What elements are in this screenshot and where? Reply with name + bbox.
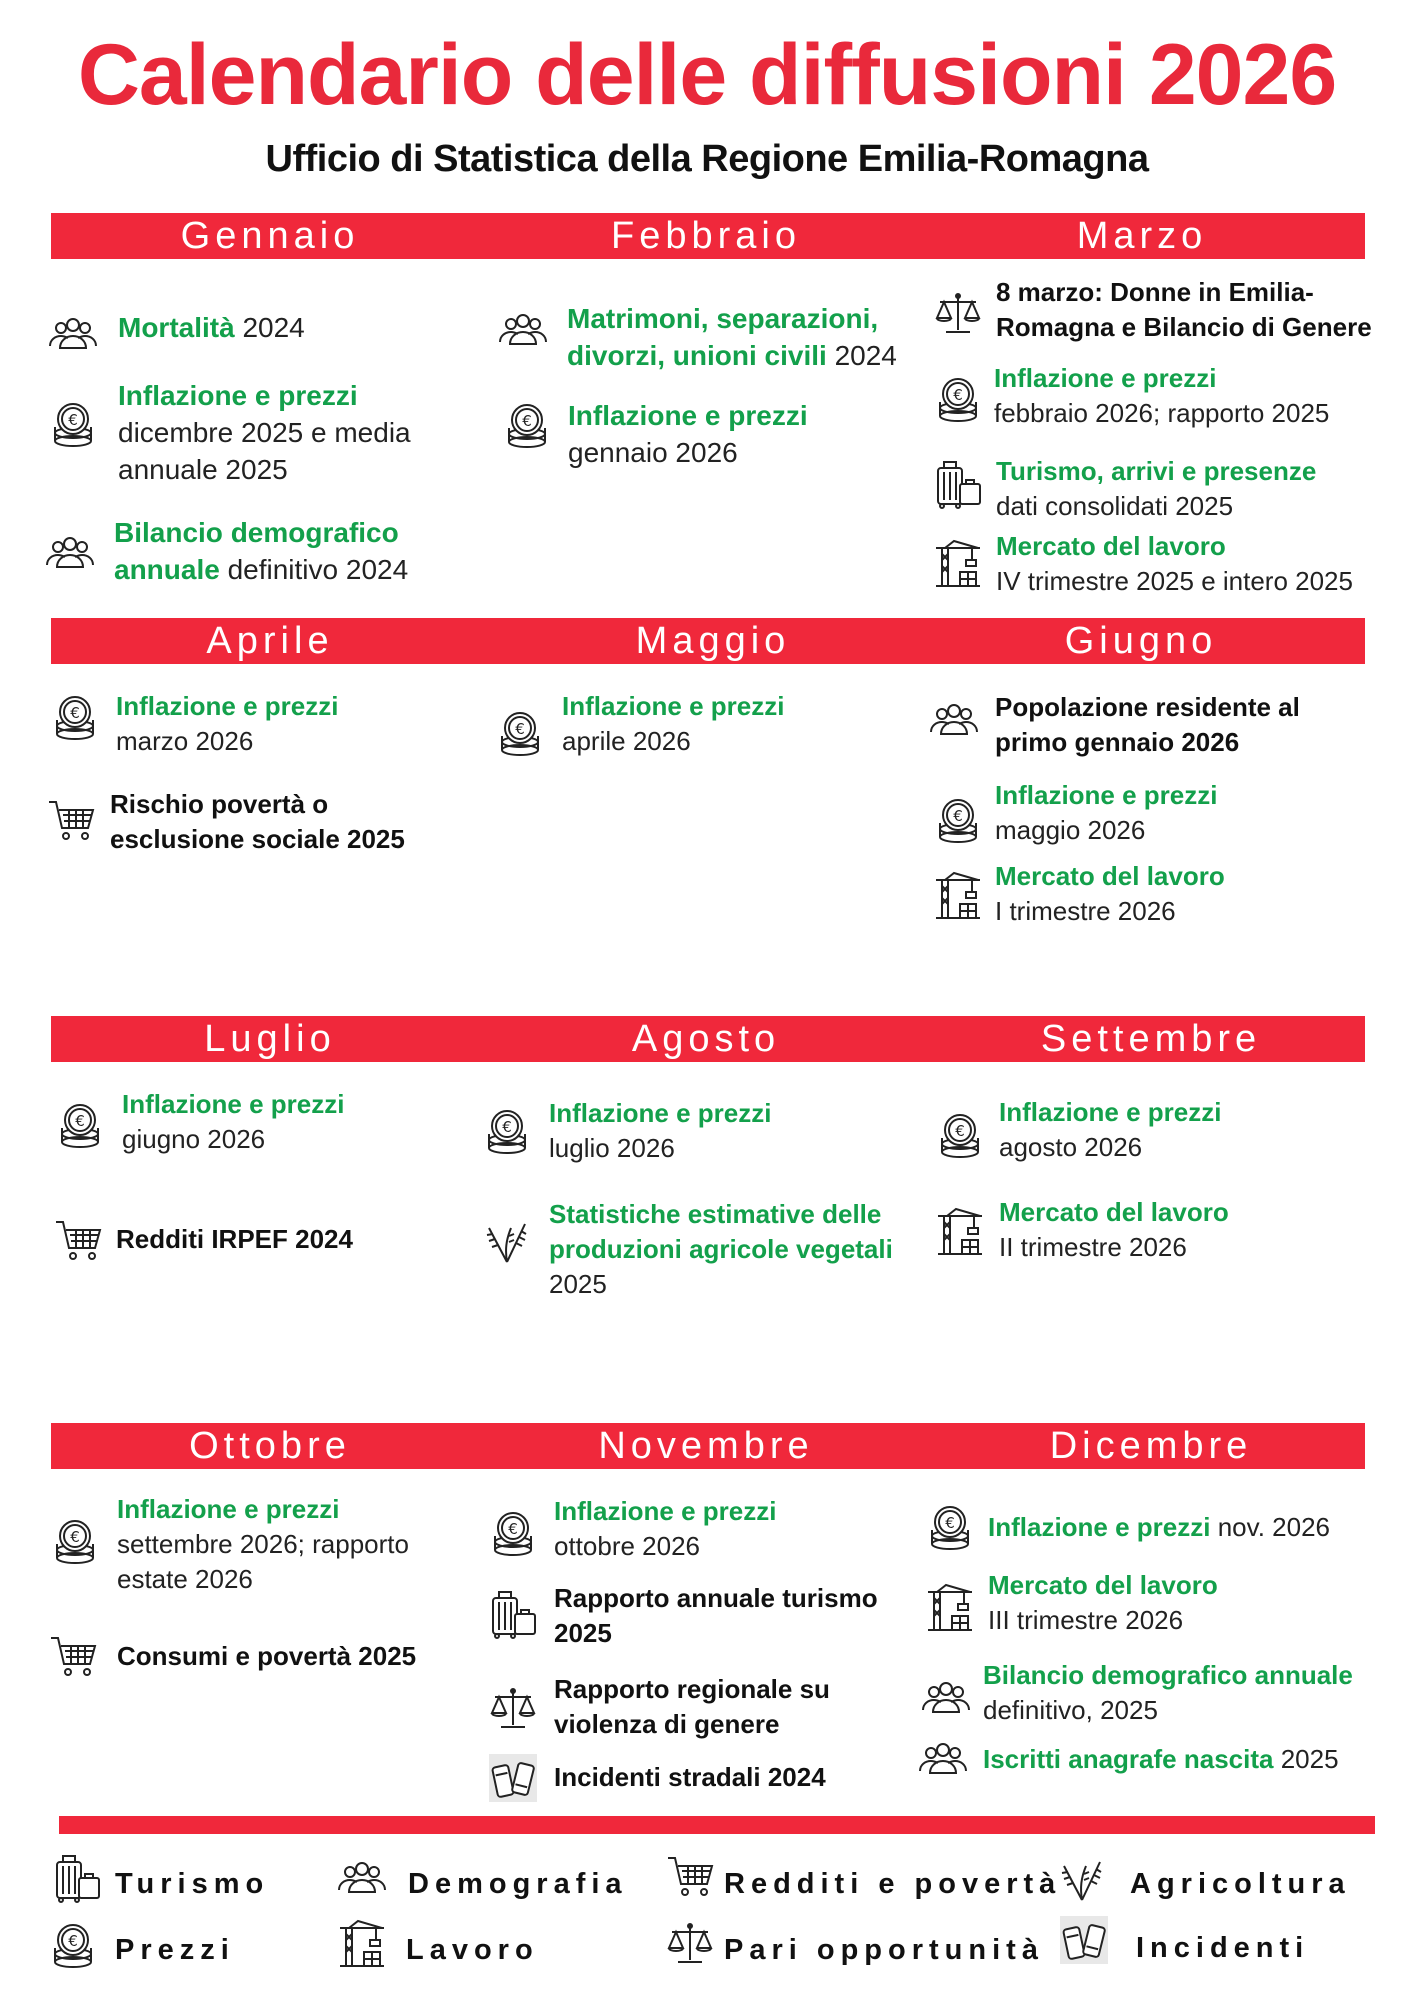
coins-icon — [54, 1100, 106, 1152]
coins-icon — [487, 1508, 539, 1560]
wheat-icon — [481, 1214, 533, 1266]
legend-agricoltura: Agricoltura — [1130, 1868, 1351, 1900]
month-novembre: Novembre — [598, 1425, 814, 1467]
month-bar-row-2 — [51, 618, 1365, 664]
month-dicembre: Dicembre — [1049, 1425, 1253, 1467]
scale-icon — [932, 288, 984, 340]
month-agosto: Agosto — [631, 1018, 781, 1060]
svg-text:€: € — [522, 412, 532, 430]
svg-text:€: € — [75, 1112, 85, 1130]
coins-icon — [47, 399, 99, 451]
people-icon — [47, 310, 99, 362]
coins-icon — [494, 708, 546, 760]
page-subtitle: Ufficio di Statistica della Regione Emilia-Romagna — [265, 138, 1149, 180]
legend-redditi: Redditi e povertà — [724, 1868, 1062, 1900]
legend-pari-opportunita: Pari opportunità — [724, 1934, 1044, 1966]
cart-icon — [666, 1850, 718, 1902]
month-bar-row-1 — [51, 213, 1365, 259]
people-icon — [497, 306, 549, 358]
coins-icon — [47, 1920, 99, 1972]
coins-icon — [932, 795, 984, 847]
luggage-icon — [51, 1852, 103, 1904]
coins-icon — [49, 1516, 101, 1568]
month-maggio: Maggio — [635, 620, 791, 662]
legend-incidenti: Incidenti — [1136, 1932, 1310, 1964]
crane-icon — [932, 538, 984, 590]
coins-icon — [934, 1110, 986, 1162]
page-title: Calendario delle diffusioni 2026 — [77, 27, 1337, 123]
svg-text:€: € — [953, 386, 963, 404]
people-icon — [917, 1735, 969, 1787]
legend-turismo: Turismo — [115, 1868, 270, 1900]
crane-icon — [336, 1918, 388, 1970]
svg-text:€: € — [945, 1514, 955, 1532]
scale-icon — [664, 1918, 716, 1970]
luggage-icon — [487, 1588, 539, 1640]
month-aprile: Aprile — [206, 620, 334, 662]
svg-text:€: € — [70, 1528, 80, 1546]
coins-icon — [49, 692, 101, 744]
month-marzo: Marzo — [1076, 215, 1208, 257]
crane-icon — [932, 870, 984, 922]
footer-divider — [59, 1816, 1375, 1834]
svg-text:€: € — [502, 1118, 512, 1136]
month-bar-row-4 — [51, 1423, 1365, 1469]
coins-icon — [501, 400, 553, 452]
month-luglio: Luglio — [204, 1018, 336, 1060]
scale-icon — [487, 1683, 539, 1735]
wheat-icon — [1056, 1852, 1108, 1904]
car-crash-icon — [487, 1752, 539, 1804]
people-icon — [44, 529, 96, 581]
luggage-icon — [932, 458, 984, 510]
crane-icon — [924, 1582, 976, 1634]
month-giugno: Giugno — [1064, 620, 1218, 662]
month-bar-row-3 — [51, 1016, 1365, 1062]
cart-icon — [49, 1630, 101, 1682]
svg-text:€: € — [953, 807, 963, 825]
svg-text:€: € — [68, 411, 78, 429]
svg-text:€: € — [955, 1122, 965, 1140]
month-settembre: Settembre — [1040, 1018, 1262, 1060]
month-ottobre: Ottobre — [189, 1425, 351, 1467]
people-icon — [336, 1854, 388, 1906]
legend-demografia: Demografia — [408, 1868, 628, 1900]
month-gennaio: Gennaio — [180, 215, 360, 257]
month-febbraio: Febbraio — [611, 215, 801, 257]
svg-text:€: € — [70, 704, 80, 722]
coins-icon — [932, 374, 984, 426]
legend-prezzi: Prezzi — [115, 1934, 235, 1966]
coins-icon — [924, 1502, 976, 1554]
svg-text:€: € — [68, 1932, 78, 1950]
coins-icon — [481, 1106, 533, 1158]
cart-icon — [54, 1214, 106, 1266]
people-icon — [920, 1674, 972, 1726]
people-icon — [928, 696, 980, 748]
crane-icon — [934, 1206, 986, 1258]
legend-lavoro: Lavoro — [406, 1934, 539, 1966]
car-crash-icon — [1058, 1914, 1110, 1966]
svg-text:€: € — [515, 720, 525, 738]
cart-icon — [47, 794, 99, 846]
svg-text:€: € — [508, 1520, 518, 1538]
